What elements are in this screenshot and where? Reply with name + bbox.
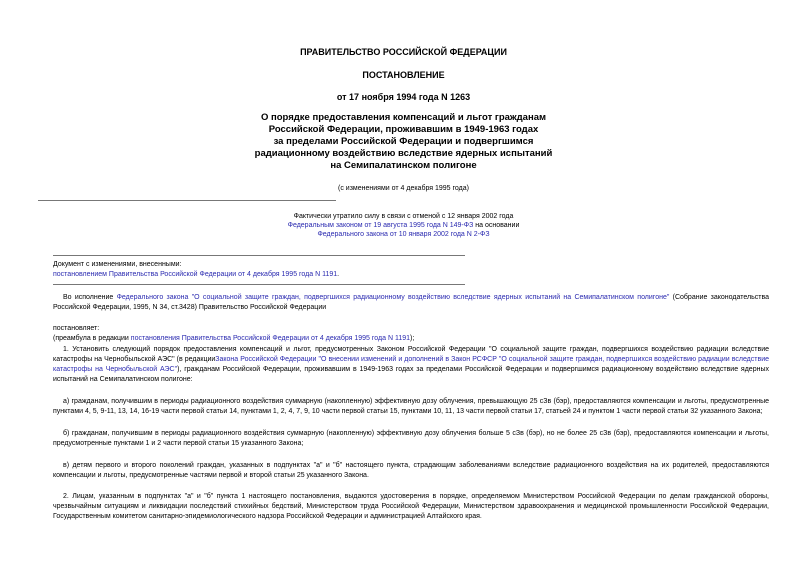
separator-line xyxy=(38,200,336,201)
title-line: Российской Федерации, проживавшим в 1949-1963 годах xyxy=(268,124,539,135)
changes-block xyxy=(53,260,653,280)
repeal-line-1: Фактически утратило силу в связи с отменой с 12 января 2002 года xyxy=(293,213,514,220)
decrees-text: постановляет: xyxy=(53,325,100,332)
repeal-law-link[interactable]: Федеральным законом от 19 августа 1995 года N 149-ФЗ xyxy=(287,222,474,229)
changes-line xyxy=(53,270,653,280)
preamble-post: ); xyxy=(410,335,415,342)
changes-end: . xyxy=(337,271,340,278)
title-line: О порядке предоставления компенсаций и льгот гражданам xyxy=(260,112,547,123)
item-1-law-link[interactable]: Закона Российской Федерации "О внесении изменений и дополнений в Закон РСФСР "О социальной защите граждан, подвергшихся воздействию радиации вследствие катастрофы на Чернобыльской АЭС" xyxy=(53,356,769,373)
date-number-heading: от 17 ноября 1994 года N 1263 xyxy=(336,92,471,102)
changes-label: Документ с изменениями, внесенными: xyxy=(53,261,182,268)
title-line: на Семипалатинском полигоне xyxy=(330,160,477,171)
title-line: за пределами Российской Федерации и подвергшимся xyxy=(273,136,534,147)
item-1-pre: 1. Установить следующий порядок предоставления компенсаций и льгот, предусмотренных Законом Российской Федерации "О социальной защите граждан, подвергшихся воздействию радиации вследствие катастрофы на Чернобыльской АЭС" (в редакции xyxy=(53,346,769,363)
repeal-line-2 xyxy=(0,221,807,230)
intro-post: (Собрание законодательства Российской Федерации, 1995, N 34, ст.3428) Правительство Российской Федерации xyxy=(53,294,769,311)
repeal-basis-link[interactable]: Федерального закона от 10 января 2002 года N 2-ФЗ xyxy=(317,231,490,238)
preamble-link[interactable]: постановления Правительства Российской Федерации от 4 декабря 1995 года N 1191 xyxy=(130,335,411,342)
repeal-line-3 xyxy=(0,230,807,239)
item-v: в) детям первого и второго поколений граждан, указанных в подпунктах "а" и "б" настоящего пункта, страдающим заболеваниями вследствие радиационного воздействия на их родителей, предоставляются компенсации и льготы, предусмотренные частями первой и второй статьи 25 указанного Закона. xyxy=(53,462,769,479)
government-heading: ПРАВИТЕЛЬСТВО РОССИЙСКОЙ ФЕДЕРАЦИИ xyxy=(300,47,507,57)
document-title xyxy=(0,112,807,172)
preamble-pre: (преамбула в редакции xyxy=(53,335,131,342)
separator-line xyxy=(53,255,465,256)
intro-law-link[interactable]: Федерального закона "О социальной защите граждан, подвергшихся радиационному воздействию вследствие ядерных испытаний на Семипалатинском полигоне" xyxy=(116,294,670,301)
preamble-note xyxy=(53,334,769,344)
amendments-note: (с изменениями от 4 декабря 1995 года) xyxy=(338,185,469,192)
item-1 xyxy=(53,345,769,385)
intro-paragraph xyxy=(53,293,769,313)
document-type-heading: ПОСТАНОВЛЕНИЕ xyxy=(362,70,445,80)
title-line: радиационному воздействию вследствие ядерных испытаний xyxy=(254,148,553,159)
repeal-line-2-rest: на основании xyxy=(473,222,520,229)
item-2: 2. Лицам, указанным в подпунктах "а" и "б" пункта 1 настоящего постановления, выдаются удостоверения в порядке, определяемом Министерством Российской Федерации по делам гражданской обороны, чрезвычайным ситуациям и ликвидации последствий стихийных бедствий, Министерством труда Российской Федерации, Министерством здравоохранения и медицинской промышленности Российской Федерации, Государственным комитетом санитарно-эпидемиологического надзора Российской Федерации и администрацией Алтайского края. xyxy=(53,493,769,520)
item-a: а) гражданам, получившим в периоды радиационного воздействия суммарную (накопленную) эффективную дозу облучения, превышающую 25 сЗв (бэр), предоставляются компенсации и льготы, предусмотренные пунктами 4, 5, 9-11, 13, 14, 16-19 части первой статьи 14, пунктами 1, 2, 4, 7, 9, 10 части первой статьи 15, пунктами 10, 11, 13 части первой статьи 17, статьей 24 и пунктом 1 части первой статьи 32 указанного Закона; xyxy=(53,398,769,415)
separator-line xyxy=(53,284,465,285)
changes-link[interactable]: постановлением Правительства Российской Федерации от 4 декабря 1995 года N 1191 xyxy=(53,271,338,278)
repeal-note xyxy=(0,212,807,239)
item-b: б) гражданам, получившим в периоды радиационного воздействия суммарную (накопленную) эффективную дозу облучения больше 5 сЗв (бэр), но не более 25 сЗв (бэр), предоставляются компенсации и льготы, предусмотренные пунктами 1 и 2 части первой статьи 15 указанного Закона; xyxy=(53,430,769,447)
intro-pre: Во исполнение xyxy=(63,294,117,301)
item-1-post: ), гражданам Российской Федерации, проживавшим в 1949-1963 годах за пределами Российской Федерации и подвергшимся радиационному воздействию вследствие ядерных испытаний на Семипалатинском полигоне: xyxy=(53,366,769,383)
